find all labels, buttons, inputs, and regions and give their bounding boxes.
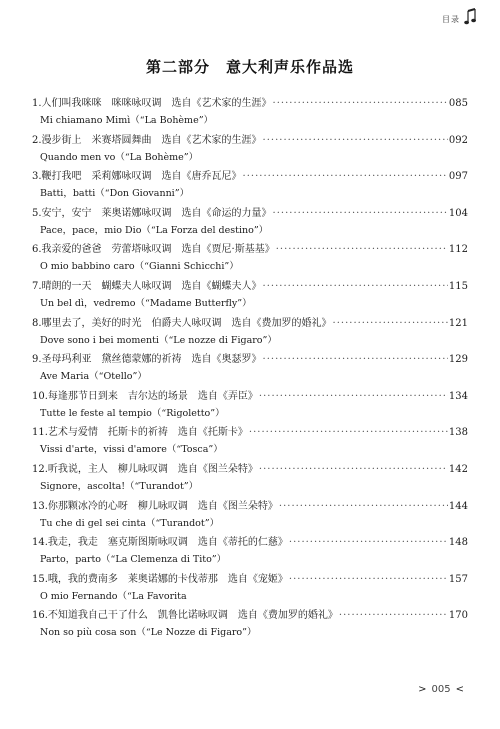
- toc-entry[interactable]: [32, 570, 468, 607]
- entry-page: 129: [448, 354, 468, 366]
- leader-dots: [289, 574, 448, 585]
- toc-entry[interactable]: [32, 131, 468, 168]
- entry-title-cn: 1.人们叫我咪咪 咪咪咏叹调 选自《艺术家的生涯》: [32, 98, 272, 109]
- page-title: 第二部分 意大利声乐作品选: [145, 58, 354, 76]
- table-of-contents: [32, 94, 468, 643]
- toc-entry[interactable]: [32, 240, 468, 277]
- entry-page: 092: [448, 134, 468, 146]
- entry-title-cn: 12.听我说，主人 柳儿咏叹调 选自《图兰朵特》: [32, 463, 258, 475]
- leader-dots: [273, 208, 448, 219]
- toc-entry[interactable]: [32, 533, 468, 570]
- entry-page: 144: [448, 500, 468, 512]
- leader-dots: [263, 354, 448, 365]
- entry-title-original: Batti，batti（“Don Giovanni”）: [40, 188, 190, 200]
- entry-page: 138: [448, 427, 468, 439]
- toc-entry[interactable]: [32, 497, 468, 534]
- music-note-icon: [464, 8, 478, 26]
- entry-page: 170: [448, 610, 468, 622]
- toc-entry[interactable]: [32, 460, 468, 497]
- leader-dots: [263, 135, 448, 146]
- entry-page: 148: [448, 537, 468, 549]
- page-arrow-right: <: [455, 684, 464, 695]
- page-footer: [418, 684, 464, 695]
- entry-title-cn: 14.我走，我走 塞克斯图斯咏叹调 选自《蒂托的仁慈》: [32, 537, 288, 549]
- entry-title-cn: 7.晴朗的一天 蝴蝶夫人咏叹调 选自《蝴蝶夫人》: [32, 280, 262, 292]
- toc-entry[interactable]: [32, 606, 468, 643]
- entry-title-original: Vissi d'arte，vissi d'amore（“Tosca”）: [40, 444, 223, 456]
- entry-title-original: Dove sono i bei momenti（“Le nozze di Figaro”）: [40, 334, 277, 346]
- entry-title-cn: 15.哦，我的费南多 莱奥诺娜的卡伐蒂那 选自《宠姬》: [32, 573, 288, 585]
- entry-title-original: Parto，parto（“La Clemenza di Tito”）: [40, 554, 227, 566]
- entry-title-original: Signore，ascolta!（“Turandot”）: [40, 480, 199, 492]
- leader-dots: [289, 537, 448, 548]
- leader-dots: [259, 464, 448, 475]
- leader-dots: [339, 610, 448, 621]
- entry-title-original: Non so più cosa son（“Le Nozze di Figaro”）: [40, 627, 257, 639]
- toc-entry[interactable]: [32, 387, 468, 424]
- leader-dots: [279, 501, 448, 512]
- entry-title-original: Ave Maria（“Otello”）: [40, 371, 147, 383]
- entry-title-cn: 16.不知道我自己干了什么 凯鲁比诺咏叹调 选自《费加罗的婚礼》: [32, 610, 338, 622]
- leader-dots: [273, 98, 448, 109]
- page-arrow-left: >: [418, 684, 427, 695]
- entry-page: 104: [448, 207, 468, 219]
- header-label: 目录: [442, 15, 460, 24]
- entry-title-cn: 8.哪里去了，美好的时光 伯爵夫人咏叹调 选自《费加罗的婚礼》: [32, 317, 332, 329]
- entry-title-original: Tutte le feste al tempio（“Rigoletto”）: [40, 407, 225, 419]
- toc-entry[interactable]: [32, 277, 468, 314]
- entry-page: 157: [448, 573, 468, 585]
- entry-title-original: Quando men vo（“La Bohème”）: [40, 151, 199, 163]
- entry-title-cn: 2.漫步街上 米赛塔圆舞曲 选自《艺术家的生涯》: [32, 134, 262, 146]
- entry-page: 085: [448, 98, 468, 109]
- page-number: 005: [431, 684, 451, 695]
- entry-page: 134: [448, 390, 468, 402]
- entry-title-cn: 10.每逢那节日到来 吉尔达的场景 选自《弄臣》: [32, 390, 258, 402]
- entry-page: 097: [448, 171, 468, 183]
- entry-title-cn: 3.鞭打我吧 采莉娜咏叹调 选自《唐乔瓦尼》: [32, 171, 242, 183]
- entry-page: 121: [448, 317, 468, 329]
- entry-title-cn: 13.你那颗冰冷的心呀 柳儿咏叹调 选自《图兰朵特》: [32, 500, 278, 512]
- entry-page: 142: [448, 463, 468, 475]
- toc-entry[interactable]: [32, 350, 468, 387]
- entry-title-original: O mio babbino caro（“Gianni Schicchi”）: [40, 261, 239, 273]
- entry-title-original: Pace，pace，mio Dio（“La Forza del destino”）: [40, 224, 269, 236]
- leader-dots: [249, 427, 448, 438]
- entry-title-cn: 6.我亲爱的爸爸 劳蕾塔咏叹调 选自《贾尼·斯基基》: [32, 244, 275, 256]
- entry-title-original: Un bel dì，vedremo（“Madame Butterfly”）: [40, 297, 252, 309]
- toc-entry[interactable]: [32, 94, 468, 131]
- toc-entry[interactable]: [32, 423, 468, 460]
- leader-dots: [276, 244, 448, 255]
- leader-dots: [263, 281, 448, 292]
- entry-page: 112: [448, 244, 468, 256]
- entry-title-cn: 11.艺术与爱情 托斯卡的祈祷 选自《托斯卡》: [32, 427, 248, 439]
- leader-dots: [333, 318, 448, 329]
- toc-entry[interactable]: [32, 314, 468, 351]
- leader-dots: [243, 171, 448, 182]
- toc-entry[interactable]: [32, 204, 468, 241]
- leader-dots: [259, 391, 448, 402]
- entry-title-original: O mio Fernando（“La Favorita: [40, 590, 187, 602]
- entry-title-cn: 5.安宁，安宁 莱奥诺娜咏叹调 选自《命运的力量》: [32, 207, 272, 219]
- toc-entry[interactable]: [32, 167, 468, 204]
- entry-page: 115: [448, 280, 468, 292]
- entry-title-cn: 9.圣母玛利亚 黛丝德蒙娜的祈祷 选自《奥瑟罗》: [32, 354, 262, 366]
- entry-title-original: Tu che di gel sei cinta（“Turandot”）: [40, 517, 220, 529]
- entry-title-original: Mi chiamano Mimì（“La Bohème”）: [40, 115, 214, 126]
